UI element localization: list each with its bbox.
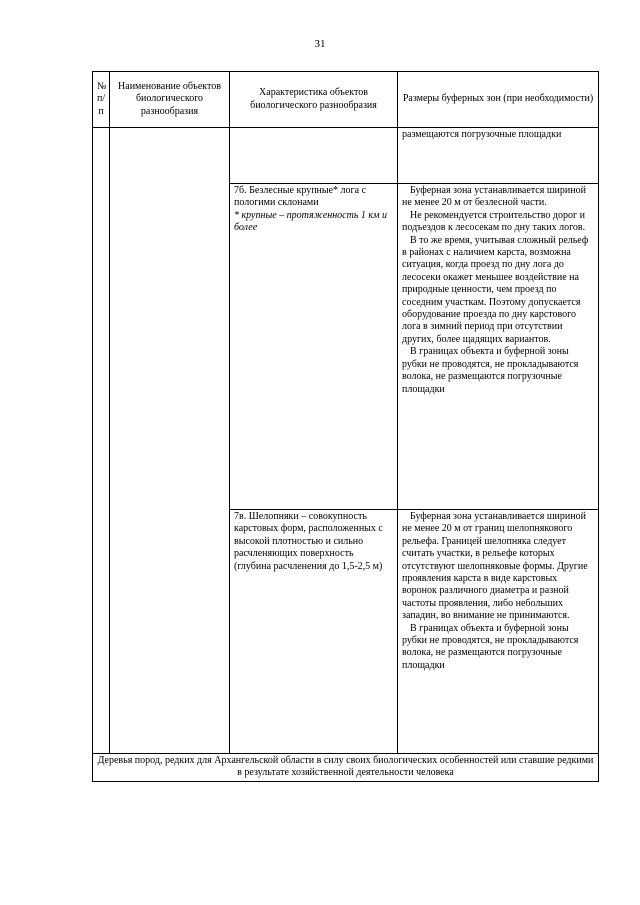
header-number: № п/п	[93, 72, 110, 128]
characteristic-cell	[230, 510, 398, 754]
object-name-cell	[110, 128, 230, 754]
characteristic-note: * крупные – протяженность 1 км и более	[234, 209, 387, 234]
buffer-cell	[398, 184, 599, 510]
table-row	[93, 128, 599, 184]
buffer-paragraph: Буферная зона устанавливается шириной не менее 20 м от границ шелопнякового рельефа. Границей шелопняка следует считать участки, в рельефе которых отсутствуют шелопняковые формы. Другие проявления карста в виде карстовых воронок различного диаметра и разной частоты проявления, либо небольших западин, во внимание не принимаются.	[402, 511, 588, 622]
characteristic-cell	[230, 128, 398, 184]
buffer-paragraph: В то же время, учитывая сложный рельеф в районах с наличием карста, возможна ситуация, когда проезд по дну лога до лесосеки окажет меньшее воздействие на природные ценности, чем проезд по соседним участкам. Поэтому допускается оборудование проезда по дну карстового лога в зимний период при отсутствии других, более щадящих вариантов.	[402, 234, 589, 345]
characteristic-cell	[230, 184, 398, 510]
table-footer: Деревья пород, редких для Архангельской области в силу своих биологических особенностей или ставшие редкими в результате хозяйственной деятельности человека	[93, 754, 599, 782]
characteristic-text: 7в. Шелопняки – совокупность карстовых форм, расположенных с высокой плотностью и сильно расчленяющих поверхность (глубина расчленения до 1,5-2,5 м)	[234, 511, 383, 572]
buffer-paragraph: Не рекомендуется строительство дорог и подъездов к лесосекам по дну таких логов.	[402, 209, 586, 234]
buffer-cell	[398, 128, 599, 184]
buffer-continuation: размещаются погрузочные площадки	[402, 129, 562, 140]
table-footer-row	[93, 754, 599, 782]
buffer-zones-table	[92, 71, 599, 782]
buffer-cell	[398, 510, 599, 754]
page-number: 31	[314, 38, 326, 50]
header-object-name: Наименование объектов биологического разнообразия	[110, 72, 230, 128]
header-buffer-size: Размеры буферных зон (при необходимости)	[398, 72, 599, 128]
table-header-row	[93, 72, 599, 128]
characteristic-text: 7б. Безлесные крупные* лога с пологими склонами	[234, 185, 367, 209]
buffer-paragraph: В границах объекта и буферной зоны рубки не проводятся, не прокладываются волока, не размещаются погрузочные площадки	[402, 346, 579, 395]
number-cell	[93, 128, 110, 754]
header-characteristic: Характеристика объектов биологического разнообразия	[230, 72, 398, 128]
buffer-paragraph: Буферная зона устанавливается шириной не менее 20 м от безлесной части.	[402, 185, 586, 209]
buffer-paragraph: В границах объекта и буферной зоны рубки не проводятся, не прокладываются волока, не размещаются погрузочные площадки	[402, 622, 579, 671]
